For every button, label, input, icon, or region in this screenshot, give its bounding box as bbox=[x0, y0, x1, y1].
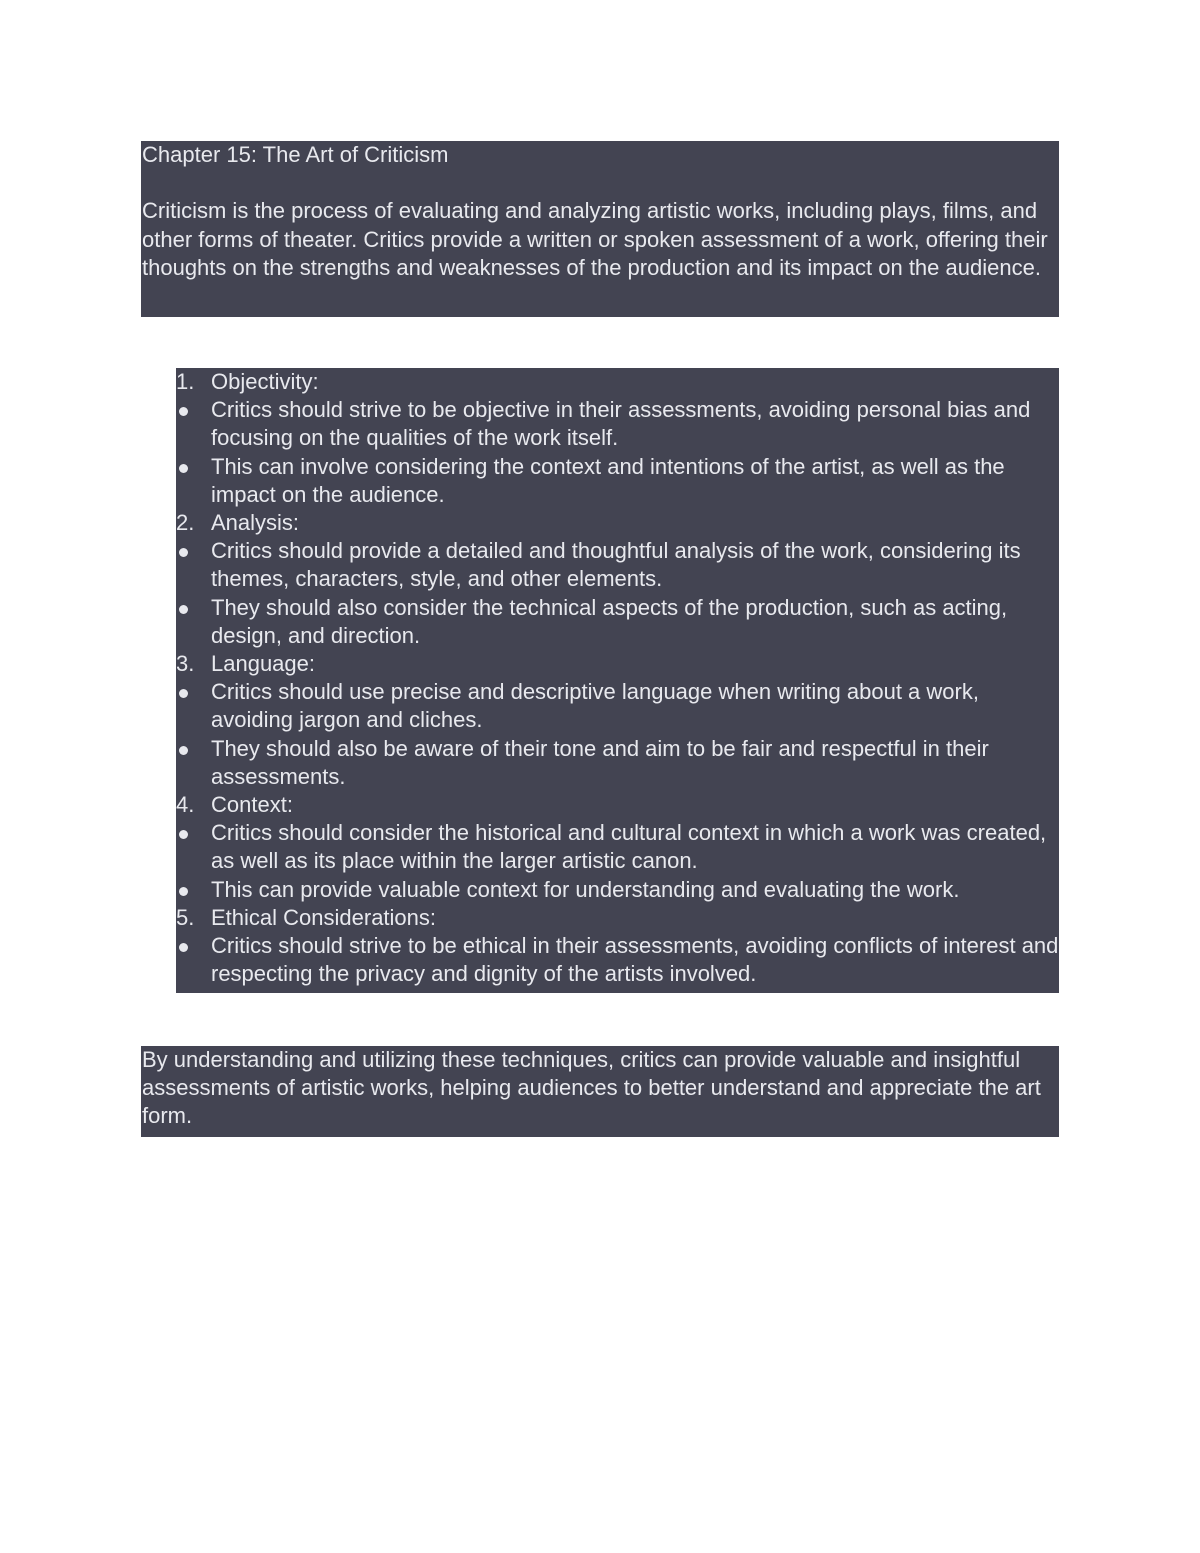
intro-paragraph: Criticism is the process of evaluating and analyzing artistic works, including plays, films, and other forms of theater. Critics provide a written or spoken assessment of a work, offering their thoughts on the strengths and weaknesses of the production and its impact on the audience. bbox=[142, 198, 1048, 280]
techniques-list bbox=[176, 368, 1059, 988]
technique-heading-item bbox=[176, 904, 1059, 932]
technique-heading: Analysis: bbox=[211, 510, 300, 536]
list-number: 5. bbox=[176, 904, 195, 930]
bullet-item bbox=[176, 594, 1059, 650]
closing-block bbox=[141, 1046, 1059, 1137]
list-number: 2. bbox=[176, 510, 195, 536]
bullet-icon bbox=[179, 830, 188, 839]
bullet-item bbox=[176, 735, 1059, 791]
intro-block bbox=[141, 141, 1059, 317]
technique-heading: Context: bbox=[211, 792, 293, 818]
technique-heading-item bbox=[176, 368, 1059, 396]
technique-heading-item bbox=[176, 650, 1059, 678]
bullet-item bbox=[176, 819, 1059, 875]
bullet-item bbox=[176, 678, 1059, 734]
bullet-icon bbox=[179, 746, 188, 755]
technique-heading: Objectivity: bbox=[211, 369, 319, 394]
list-number: 3. bbox=[176, 651, 195, 677]
bullet-text: This can involve considering the context and intentions of the artist, as well as the impact on the audience. bbox=[211, 453, 1005, 507]
bullet-icon bbox=[179, 548, 188, 557]
bullet-item bbox=[176, 396, 1059, 452]
chapter-title: Chapter 15: The Art of Criticism bbox=[142, 142, 449, 167]
bullet-icon bbox=[179, 887, 188, 896]
bullet-item bbox=[176, 876, 1059, 904]
bullet-text: Critics should provide a detailed and thoughtful analysis of the work, considering its themes, characters, style, and other elements. bbox=[211, 538, 1021, 592]
list-number: 1. bbox=[176, 369, 195, 394]
bullet-item bbox=[176, 932, 1059, 988]
bullet-text: They should also consider the technical aspects of the production, such as acting, design, and direction. bbox=[211, 594, 1008, 648]
blank-line bbox=[142, 169, 1059, 197]
closing-paragraph: By understanding and utilizing these techniques, critics can provide valuable and insightful assessments of artistic works, helping audiences to better understand and appreciate the art form. bbox=[142, 1047, 1041, 1129]
techniques-list-block bbox=[176, 368, 1059, 993]
list-number: 4. bbox=[176, 792, 195, 818]
bullet-text: Critics should strive to be objective in their assessments, avoiding personal bias and focusing on the qualities of the work itself. bbox=[211, 397, 1031, 451]
bullet-item bbox=[176, 537, 1059, 593]
bullet-text: Critics should consider the historical and cultural context in which a work was created, as well as its place within the larger artistic canon. bbox=[211, 820, 1047, 874]
bullet-icon bbox=[179, 407, 188, 416]
technique-heading: Ethical Considerations: bbox=[211, 904, 437, 930]
bullet-icon bbox=[179, 943, 188, 952]
technique-heading: Language: bbox=[211, 651, 315, 677]
bullet-text: Critics should strive to be ethical in their assessments, avoiding conflicts of interest and respecting the privacy and dignity of the artists involved. bbox=[211, 933, 1059, 987]
technique-heading-item bbox=[176, 791, 1059, 819]
bullet-icon bbox=[179, 605, 188, 614]
bullet-text: They should also be aware of their tone and aim to be fair and respectful in their assessments. bbox=[211, 735, 989, 789]
bullet-icon bbox=[179, 464, 188, 473]
bullet-text: This can provide valuable context for understanding and evaluating the work. bbox=[211, 876, 960, 902]
bullet-text: Critics should use precise and descriptive language when writing about a work, avoiding jargon and cliches. bbox=[211, 679, 979, 733]
bullet-icon bbox=[179, 689, 188, 698]
bullet-item bbox=[176, 453, 1059, 509]
technique-heading-item bbox=[176, 509, 1059, 537]
